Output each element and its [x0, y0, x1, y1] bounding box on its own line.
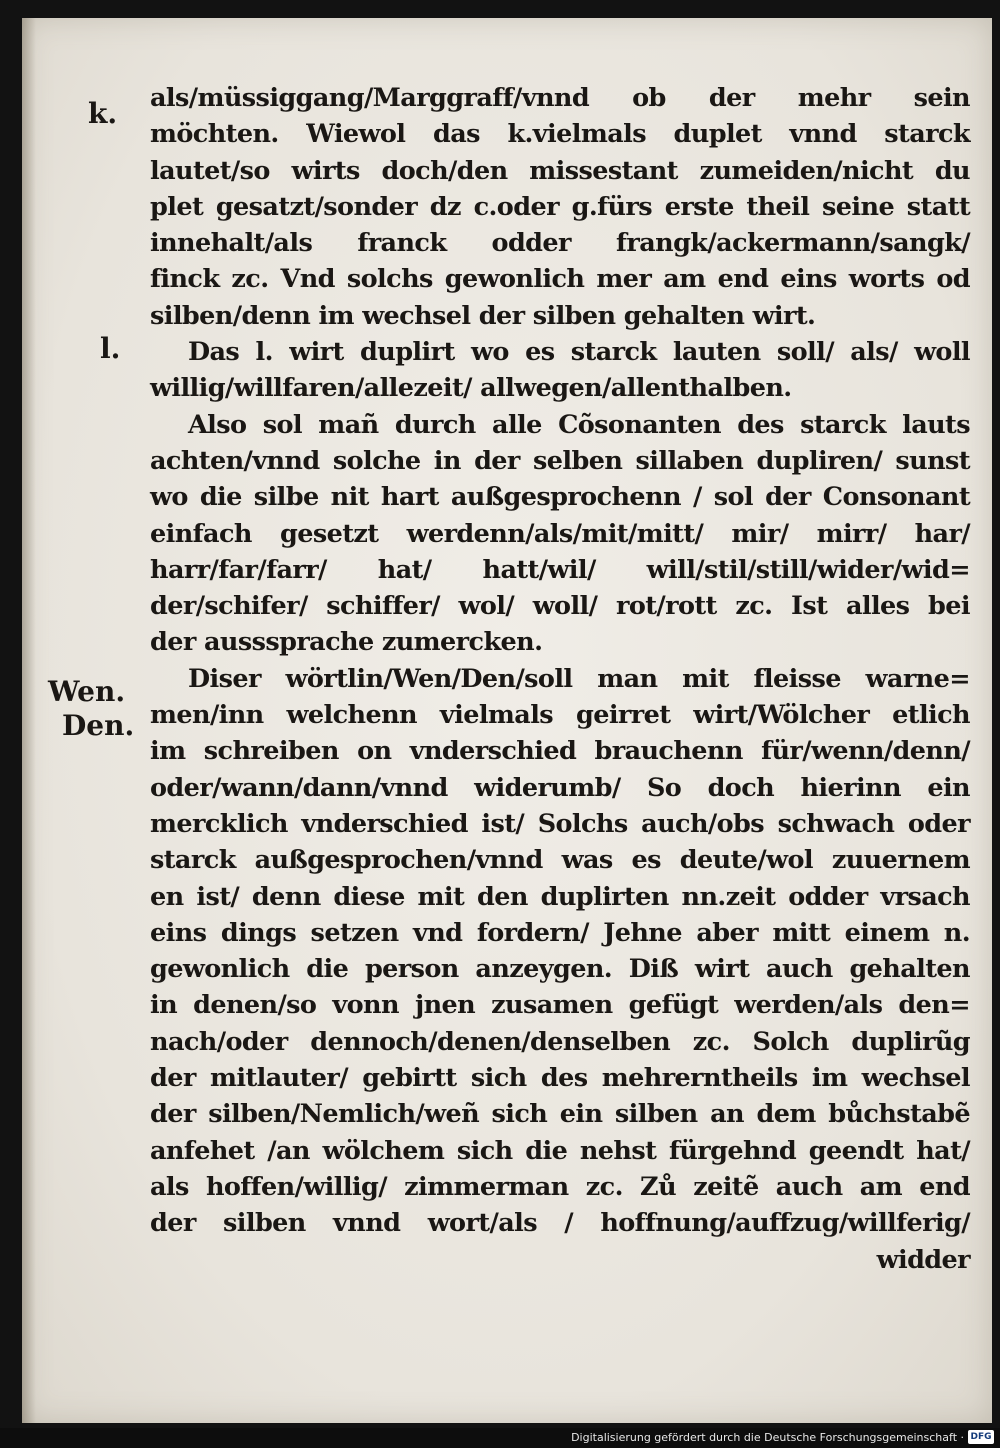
text-line: plet gesatzt/sonder dz c.oder g.fürs erste theil seine statt [150, 191, 970, 222]
text-line: achten/vnnd solche in der selben sillaben dupliren/ sunst [150, 445, 970, 476]
text-line: oder/wann/dann/vnnd widerumb/ So doch hierinn ein [150, 772, 970, 803]
margin-note-den: Den. [62, 709, 135, 742]
margin-note-l: l. [100, 332, 121, 365]
text-line: als hoffen/willig/ zimmerman zc. Zů zeitẽ auch am end [150, 1171, 970, 1202]
text-line: der/schifer/ schiffer/ wol/ woll/ rot/rott zc. Ist alles bei [150, 591, 970, 622]
text-line: finck zc. Vnd solchs gewonlich mer am end eins worts od [150, 264, 970, 295]
text-line: eins dings setzen vnd fordern/ Jehne aber mitt einem n. [150, 917, 970, 948]
text-line: Das l. wirt duplirt wo es starck lauten soll/ als/ woll [188, 337, 970, 368]
text-line: Also sol mañ durch alle Cõsonanten des starck lauts [188, 409, 970, 440]
text-line: einfach gesetzt werdenn/als/mit/mitt/ mir/ mirr/ har/ [150, 518, 970, 549]
dfg-logo-icon [968, 1430, 994, 1444]
text-line: der ausssprache zumercken. [150, 627, 543, 658]
page-gutter-shadow [22, 18, 36, 1423]
text-line: nach/oder dennoch/denen/denselben zc. Solch duplirũg [150, 1026, 970, 1057]
text-line: en ist/ denn diese mit den duplirten nn.zeit odder vrsach [150, 881, 970, 912]
text-line: mercklich vnderschied ist/ Solchs auch/obs schwach oder [150, 808, 970, 839]
text-line: als/müssiggang/Marggraff/vnnd ob der mehr sein [150, 83, 970, 113]
text-line: men/inn welchenn vielmals geirret wirt/Wölcher etlich [150, 700, 970, 731]
text-line: wo die silbe nit hart außgesprochenn / sol der Consonant [150, 482, 970, 513]
text-line: willig/willfaren/allezeit/ allwegen/allenthalben. [150, 373, 792, 404]
text-line: silben/denn im wechsel der silben gehalten wirt. [150, 300, 816, 331]
margin-note-wen: Wen. [48, 675, 126, 708]
text-line: harr/far/farr/ hat/ hatt/wil/ will/stil/still/wider/wid= [150, 554, 970, 585]
text-line: innehalt/als franck odder frangk/ackermann/sangk/ [150, 228, 970, 259]
text-line: in denen/so vonn jnen zusamen gefügt werden/als den= [150, 990, 970, 1021]
catchword: widder [876, 1244, 970, 1275]
text-line: lautet/so wirts doch/den missestant zumeiden/nicht du [150, 155, 970, 186]
text-line: Diser wörtlin/Wen/Den/soll man mit fleisse warne= [188, 663, 970, 694]
funding-credit: Digitalisierung gefördert durch die Deutsche Forschungsgemeinschaft · [571, 1431, 964, 1444]
dfg-logo-text: DFG [970, 1432, 992, 1442]
text-line: im schreiben on vnderschied brauchenn für/wenn/denn/ [150, 736, 970, 767]
text-line: der silben vnnd wort/als / hoffnung/auffzug/willferig/ [150, 1208, 970, 1239]
text-line: anfehet /an wölchem sich die nehst fürgehnd geendt hat/ [150, 1135, 970, 1166]
text-line: der mitlauter/ gebirtt sich des mehrerntheils im wechsel [150, 1063, 970, 1094]
footer-bar [0, 1428, 1000, 1448]
text-line: möchten. Wiewol das k.vielmals duplet vnnd starck [150, 119, 970, 150]
text-line: gewonlich die person anzeygen. Diß wirt auch gehalten [150, 954, 970, 985]
text-line: starck außgesprochen/vnnd was es deute/wol zuuernem [150, 845, 970, 876]
body-text [150, 80, 970, 1278]
margin-note-k: k. [88, 97, 118, 130]
text-line: der silben/Nemlich/weñ sich ein silben an dem bůchstabẽ [150, 1099, 970, 1130]
